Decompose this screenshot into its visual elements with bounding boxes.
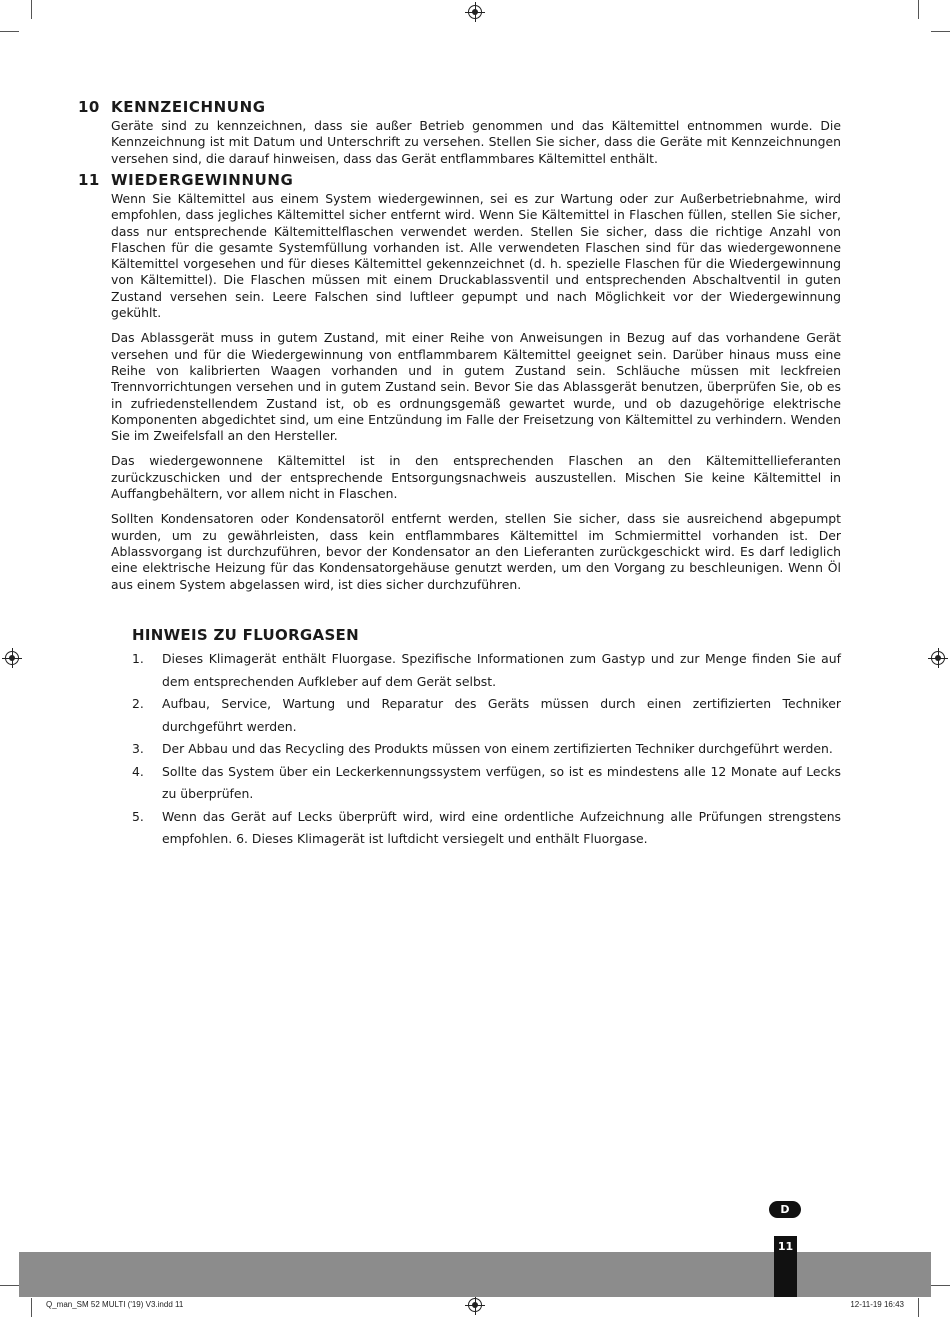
section-title: WIEDERGEWINNUNG: [111, 171, 294, 189]
list-number: 5.: [132, 808, 144, 824]
page-number: 11: [774, 1236, 797, 1297]
notice-title: HINWEIS ZU FLUORGASEN: [132, 626, 359, 644]
section-heading: [78, 98, 841, 118]
crop-mark: [931, 31, 950, 32]
list-text: Wenn das Gerät auf Lecks überprüft wird, wird eine ordentliche Aufzeichnung alle Prüfungen strengstens empfohlen. 6. Dieses Klimagerät ist luftdicht versiegelt und enthält Fluorgase.: [162, 808, 841, 846]
list-text: Der Abbau und das Recycling des Produkts müssen von einem zertifizierten Techniker durchgeführt werden.: [162, 741, 833, 756]
crop-mark: [931, 1285, 950, 1286]
crop-mark: [0, 31, 19, 32]
list-item: [132, 648, 841, 693]
crop-mark: [31, 0, 32, 19]
list-number: 1.: [132, 651, 144, 666]
list-number: 4.: [132, 763, 144, 779]
fluorgas-notice: [132, 626, 841, 851]
list-item: [132, 806, 841, 851]
list-text: Dieses Klimagerät enthält Fluorgase. Spezifische Informationen zum Gastyp und zur Menge finden Sie auf dem entsprechenden Aufkleber auf dem Gerät selbst.: [162, 651, 841, 689]
paragraph: Wenn Sie Kältemittel aus einem System wiedergewinnen, sei es zur Wartung oder zur Außerbetriebnahme, wird empfohlen, dass jegliches Kältemittel sicher entfernt wird. Wenn Sie Kältemittel in Flaschen füllen, stellen Sie sicher, dass nur entsprechende Kältemittelflaschen verwendet werden. Stellen Sie sicher, dass die richtige Anzahl von Flaschen für die gesamte Systemfüllung vorhanden ist. Alle verwendeten Flaschen sind für das wiedergewonnene Kältemittel vorgesehen und für dieses Kältemittel gekennzeichnet (d. h. spezielle Flaschen für die Wiedergewinnung von Kältemittel). Die Flaschen müssen mit einem Druckablassventil und entsprechenden Abschaltventil in guten Zustand versehen sein. Leere Falschen sind luftleer gepumpt und nach Möglichkeit vor der Wiedergewinnung gekühlt.: [111, 191, 841, 321]
crop-mark: [918, 1298, 919, 1317]
list-text: Sollte das System über ein Leckerkennungssystem verfügen, so ist es mindestens alle 12 Monate auf Lecks zu überprüfen.: [162, 763, 841, 801]
crop-mark: [918, 0, 919, 19]
language-badge: D: [769, 1201, 801, 1218]
section-wiedergewinnung: [78, 171, 841, 602]
slug-right: 12-11-19 16:43: [850, 1300, 904, 1309]
section-number: 11: [78, 171, 100, 189]
list-item: [132, 738, 841, 761]
paragraph: Geräte sind zu kennzeichnen, dass sie außer Betrieb genommen und das Kältemittel entnommen wurde. Die Kennzeichnung ist mit Datum und Unterschrift zu versehen. Stellen Sie sicher, dass die Geräte mit Kennzeichnungen versehen sind, die darauf hinweisen, dass das Gerät entflammbares Kältemittel enthält.: [111, 118, 841, 166]
section-title: KENNZEICHNUNG: [111, 98, 266, 116]
registration-mark-icon: [931, 651, 945, 665]
crop-mark: [31, 1298, 32, 1317]
list-item: [132, 761, 841, 806]
registration-mark-icon: [5, 651, 19, 665]
list-number: 3.: [132, 741, 144, 756]
crop-mark: [0, 1285, 19, 1286]
registration-mark-icon: [468, 1298, 482, 1312]
list-text: Aufbau, Service, Wartung und Reparatur des Geräts müssen durch einen zertifizierten Techniker durchgeführt werden.: [162, 696, 841, 734]
section-heading: [78, 171, 841, 191]
section-number: 10: [78, 98, 100, 116]
section-kennzeichnung: [78, 98, 841, 176]
slug-left: Q_man_SM 52 MULTI ('19) V3.indd 11: [46, 1300, 184, 1309]
registration-mark-icon: [468, 5, 482, 19]
list-number: 2.: [132, 696, 144, 711]
list-item: [132, 693, 841, 738]
paragraph: Das Ablassgerät muss in gutem Zustand, mit einer Reihe von Anweisungen in Bezug auf das vorhandene Gerät versehen und für die Wiedergewinnung von entflammbarem Kältemittel geeignet sein. Darüber hinaus muss eine Reihe von kalibrierten Waagen vorhanden und in gutem Zustand sein. Schläuche müssen mit leckfreien Trennvorrichtungen versehen und in gutem Zustand sein. Bevor Sie das Ablassgerät benutzen, überprüfen Sie, ob es in zufriedenstellendem Zustand ist, ob es ordnungsgemäß gewartet wurde, und ob dazugehörige elektrische Komponenten abgedichtet sind, um eine Entzündung im Falle der Freisetzung von Kältemittel zu verhindern. Wenden Sie im Zweifelsfall an den Hersteller.: [111, 330, 841, 444]
paragraph: Das wiedergewonnene Kältemittel ist in den entsprechenden Flaschen an den Kältemittellieferanten zurückzuschicken und der entsprechende Entsorgungsnachweis auszustellen. Mischen Sie keine Kältemittel in Auffangbehältern, vor allem nicht in Flaschen.: [111, 453, 841, 502]
paragraph: Sollten Kondensatoren oder Kondensatoröl entfernt werden, stellen Sie sicher, dass sie ausreichend abgepumpt wurden, um zu gewährleisten, dass kein entflammbares Kältemittel im Schmiermittel vorhanden ist. Der Ablassvorgang ist durchzuführen, bevor der Kondensator an den Lieferanten zurückgeschickt wird. Es darf lediglich eine elektrische Heizung für das Kondensatorgehäuse genutzt werden, um den Vorgang zu beschleunigen. Wenn Öl aus einem System abgelassen wird, ist dies sicher durchzuführen.: [111, 511, 841, 592]
